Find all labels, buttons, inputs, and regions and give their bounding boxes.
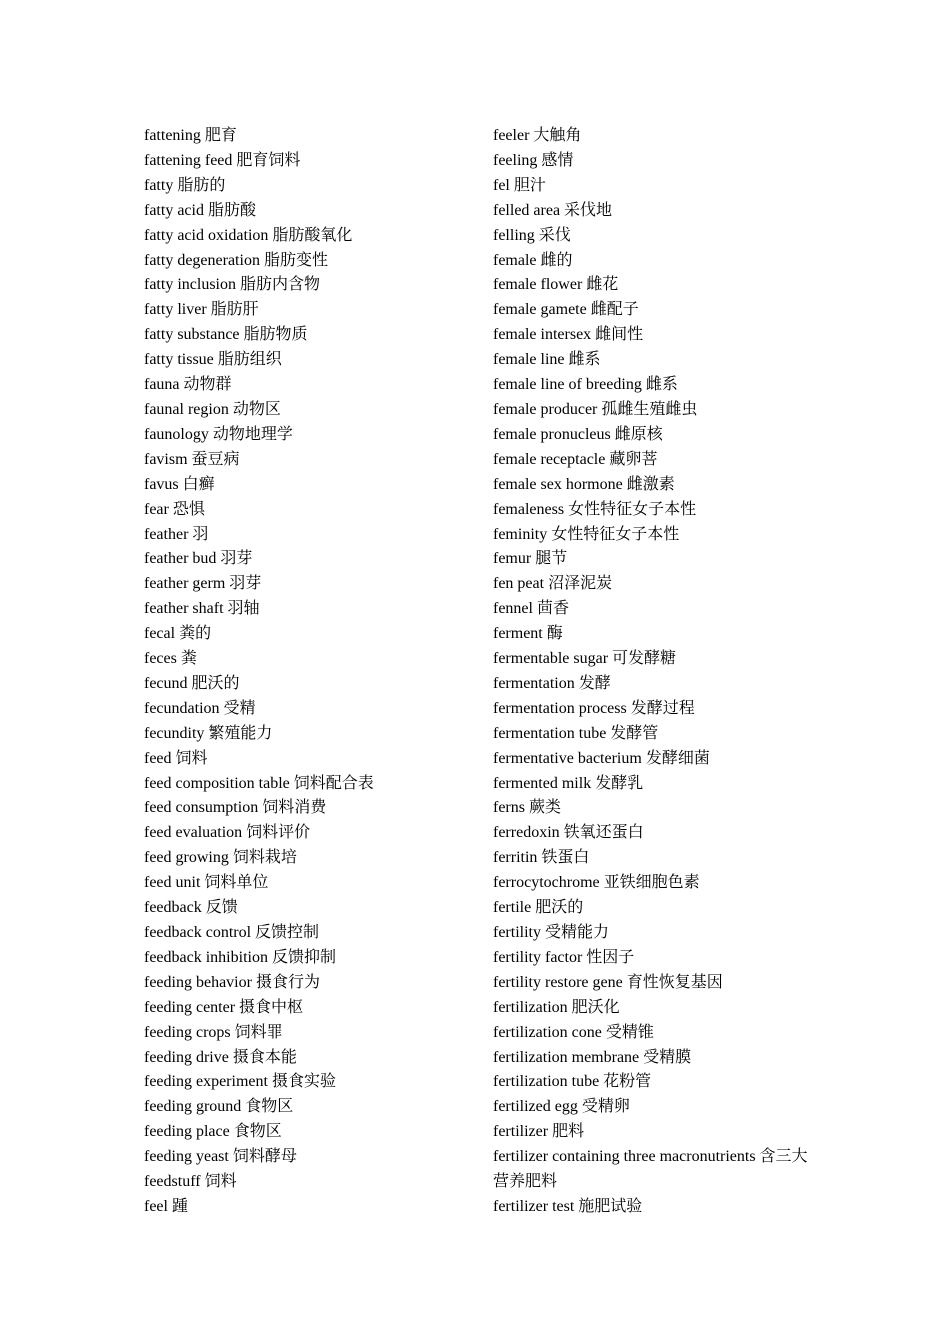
left-glossary-entry: fatty acid 脂肪酸 [144, 201, 256, 219]
left-glossary-entry: feather bud 羽芽 [144, 550, 253, 568]
right-glossary-entry: fen peat 沼泽泥炭 [493, 575, 613, 593]
right-glossary-entry: fennel 茴香 [493, 600, 569, 618]
left-glossary-entry: feeding drive 摄食本能 [144, 1048, 297, 1066]
left-glossary-entry: fattening 肥育 [144, 127, 237, 144]
right-glossary-entry: fermentation tube 发酵管 [493, 724, 659, 742]
left-glossary-entry: fatty acid oxidation 脂肪酸氧化 [144, 226, 353, 244]
right-glossary-entry: female line 雌系 [493, 351, 601, 369]
right-glossary-entry: fertilization tube 花粉管 [493, 1073, 652, 1091]
left-glossary-entry: fecund 肥沃的 [144, 674, 240, 692]
right-glossary-entry: fertility restore gene 育性恢复基因 [493, 973, 723, 991]
left-glossary-entry: feed 饲料 [144, 749, 208, 767]
right-glossary-entry: female gamete 雌配子 [493, 301, 639, 319]
left-glossary-entry: feces 粪 [144, 650, 197, 668]
right-glossary-entry: female pronucleus 雌原核 [493, 425, 663, 443]
left-glossary-entry: fatty substance 脂肪物质 [144, 326, 308, 344]
right-glossary-entry: female 雌的 [493, 251, 573, 269]
left-glossary-entry: feather 羽 [144, 525, 209, 543]
right-glossary-entry: ferment 酶 [493, 625, 563, 643]
right-glossary-entry: ferredoxin 铁氧还蛋白 [493, 824, 644, 842]
left-glossary-entry: fatty 脂肪的 [144, 176, 226, 194]
right-glossary-entry: fermented milk 发酵乳 [493, 774, 644, 792]
right-glossary-entry: fertility 受精能力 [493, 924, 609, 941]
left-glossary-entry: feather germ 羽芽 [144, 575, 262, 593]
right-glossary-entry: fertilizer 肥料 [493, 1123, 585, 1141]
right-glossary-entry: female line of breeding 雌系 [493, 376, 678, 394]
right-glossary-entry: female intersex 雌间性 [493, 326, 644, 344]
left-glossary-entry: feeding crops 饲料罪 [144, 1023, 283, 1041]
left-glossary-entry: feel 踵 [144, 1197, 188, 1215]
right-glossary-entry: ferrocytochrome 亚铁细胞色素 [493, 874, 700, 892]
left-glossary-entry: fecundation 受精 [144, 699, 256, 717]
right-glossary-entry: fermentable sugar 可发酵糖 [493, 650, 677, 668]
right-glossary-entry: ferritin 铁蛋白 [493, 849, 590, 867]
left-glossary-entry: fauna 动物群 [144, 376, 232, 394]
left-glossary-entry: feedback 反馈 [144, 899, 238, 917]
right-glossary-entry: female receptacle 藏卵菩 [493, 450, 658, 468]
left-glossary-entry: feeding place 食物区 [144, 1123, 282, 1141]
left-glossary-entry: fattening feed 肥育饲料 [144, 151, 301, 169]
right-glossary-entry: fertilized egg 受精卵 [493, 1098, 630, 1116]
right-glossary-entry: female sex hormone 雌激素 [493, 475, 675, 493]
left-glossary-entry: feedstuff 饲料 [144, 1173, 237, 1191]
left-glossary-entry: faunal region 动物区 [144, 400, 281, 418]
left-glossary-entry: feedback inhibition 反馈抑制 [144, 948, 336, 966]
left-glossary-entry: feed evaluation 饲料评价 [144, 824, 311, 842]
right-glossary-entry: fertilization cone 受精锥 [493, 1023, 654, 1041]
left-glossary-entry: feed growing 饲料栽培 [144, 849, 297, 867]
right-glossary-entry: fel 胆汁 [493, 176, 546, 194]
right-glossary-entry: fertilization 肥沃化 [493, 998, 620, 1016]
left-glossary-entry: fatty tissue 脂肪组织 [144, 351, 282, 369]
right-glossary-entry: felled area 采伐地 [493, 201, 613, 219]
left-glossary-entry: fecal 粪的 [144, 625, 212, 643]
left-glossary-entry: feedback control 反馈控制 [144, 924, 320, 941]
left-glossary-entry: faunology 动物地理学 [144, 425, 293, 443]
right-glossary-entry: ferns 蕨类 [493, 799, 561, 817]
right-glossary-entry: femaleness 女性特征女子本性 [493, 500, 697, 518]
left-glossary-entry: feed unit 饲料单位 [144, 874, 269, 892]
left-glossary-entry: favus 白癣 [144, 475, 215, 493]
right-glossary-entry: female flower 雌花 [493, 276, 619, 294]
right-glossary-entry: feeler 大触角 [493, 127, 582, 144]
left-glossary-entry: fear 恐惧 [144, 500, 205, 518]
left-glossary-entry: feeding yeast 饲料酵母 [144, 1148, 297, 1166]
left-glossary-entry: feather shaft 羽轴 [144, 600, 260, 618]
left-glossary-entry: fatty inclusion 脂肪内含物 [144, 276, 320, 294]
left-glossary-entry: feeding behavior 摄食行为 [144, 973, 320, 991]
left-glossary-entry: feeding ground 食物区 [144, 1098, 294, 1116]
right-glossary-entry: fermentation process 发酵过程 [493, 699, 695, 717]
left-glossary-entry: feeding experiment 摄食实验 [144, 1073, 336, 1091]
right-glossary-entry: feeling 感情 [493, 151, 574, 169]
glossary-column-right [493, 124, 813, 1220]
left-glossary-entry: feed composition table 饲料配合表 [144, 774, 374, 792]
right-glossary-entry: felling 采伐 [493, 226, 571, 244]
right-glossary-entry: feminity 女性特征女子本性 [493, 525, 680, 543]
right-glossary-entry: fertilizer containing three macronutrients 含三大营养肥料 [493, 1148, 808, 1191]
left-glossary-entry: fecundity 繁殖能力 [144, 724, 273, 742]
left-glossary-entry: fatty liver 脂肪肝 [144, 301, 259, 319]
right-glossary-entry: fertilizer test 施肥试验 [493, 1197, 643, 1215]
right-glossary-entry: fertilization membrane 受精膜 [493, 1048, 692, 1066]
right-glossary-entry: fermentation 发酵 [493, 674, 611, 692]
left-glossary-entry: fatty degeneration 脂肪变性 [144, 251, 328, 269]
right-glossary-entry: fertility factor 性因子 [493, 948, 635, 966]
left-glossary-entry: favism 蚕豆病 [144, 450, 240, 468]
left-glossary-entry: feeding center 摄食中枢 [144, 998, 304, 1016]
right-glossary-entry: fertile 肥沃的 [493, 899, 584, 917]
right-glossary-entry: female producer 孤雌生殖雌虫 [493, 400, 698, 418]
right-glossary-entry: femur 腿节 [493, 550, 568, 568]
glossary-column-left [144, 124, 474, 1220]
right-glossary-entry: fermentative bacterium 发酵细菌 [493, 749, 710, 767]
left-glossary-entry: feed consumption 饲料消费 [144, 799, 327, 817]
